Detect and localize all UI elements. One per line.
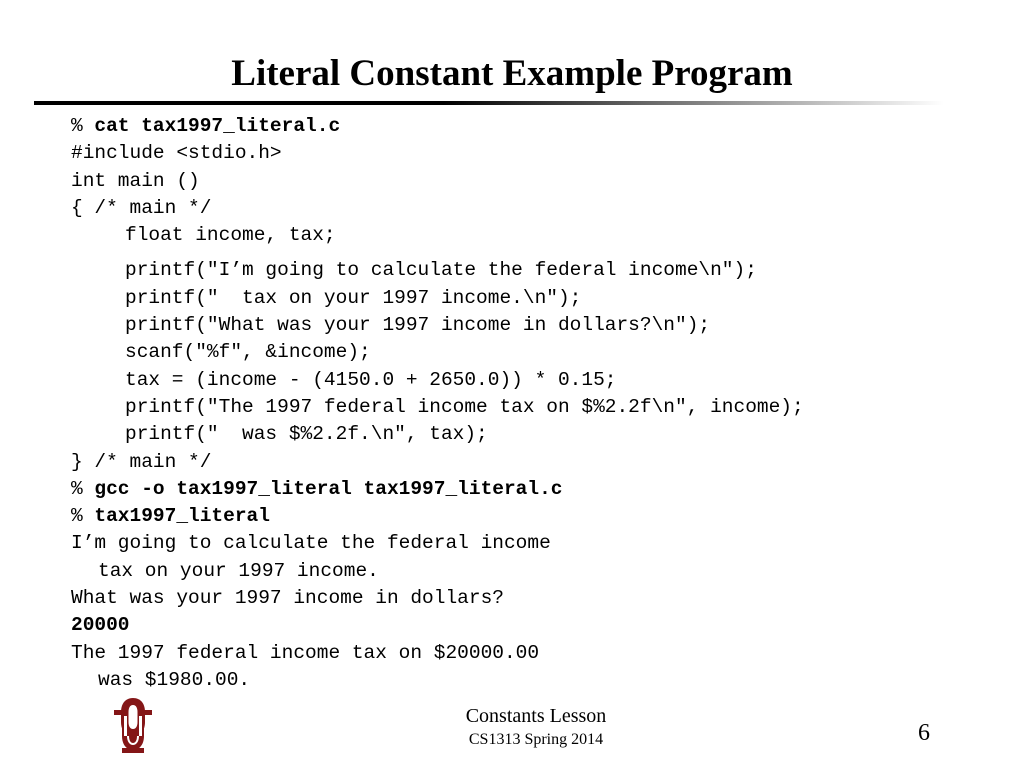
page-number: 6 bbox=[918, 720, 930, 746]
footer-course: CS1313 Spring 2014 bbox=[468, 731, 604, 748]
code-line: printf(" tax on your 1997 income.\n"); bbox=[125, 286, 582, 309]
shell-command: tax1997_literal bbox=[94, 505, 270, 528]
code-line: #include <stdio.h> bbox=[71, 142, 282, 165]
code-line bbox=[71, 503, 971, 530]
output-line: tax on your 1997 income. bbox=[98, 559, 379, 582]
title-divider bbox=[34, 101, 944, 105]
user-input-line: 20000 bbox=[71, 614, 130, 637]
shell-prompt: % bbox=[71, 115, 95, 137]
output-line: What was your 1997 income in dollars? bbox=[71, 587, 504, 610]
university-logo-icon bbox=[108, 696, 158, 754]
slide-footer bbox=[430, 703, 642, 751]
footer-lesson: Constants Lesson bbox=[465, 705, 607, 727]
code-line: tax = (income - (4150.0 + 2650.0)) * 0.15; bbox=[125, 368, 617, 391]
shell-prompt: % bbox=[71, 477, 95, 500]
code-line: printf("I’m going to calculate the federal income\n"); bbox=[125, 259, 757, 282]
output-line: The 1997 federal income tax on $20000.00 bbox=[71, 641, 540, 664]
code-block bbox=[71, 113, 971, 694]
code-line: { /* main */ bbox=[71, 196, 212, 219]
code-line: } /* main */ bbox=[71, 450, 212, 473]
code-line: scanf("%f", &income); bbox=[125, 341, 371, 364]
shell-prompt: % bbox=[71, 505, 95, 528]
code-line bbox=[71, 476, 971, 503]
code-line: int main () bbox=[71, 169, 200, 192]
output-line: was $1980.00. bbox=[98, 668, 251, 691]
shell-command: gcc -o tax1997_literal tax1997_literal.c bbox=[94, 477, 563, 500]
shell-command: cat tax1997_literal.c bbox=[94, 115, 341, 137]
code-line: printf(" was $%2.2f.\n", tax); bbox=[125, 423, 488, 446]
code-line: printf("What was your 1997 income in dollars?\n"); bbox=[125, 314, 711, 337]
code-line: printf("The 1997 federal income tax on $%2.2f\n", income); bbox=[125, 395, 804, 418]
code-line bbox=[71, 113, 971, 140]
output-line: I’m going to calculate the federal income bbox=[71, 532, 551, 555]
slide-title: Literal Constant Example Program bbox=[231, 53, 793, 94]
code-line: float income, tax; bbox=[125, 224, 336, 247]
